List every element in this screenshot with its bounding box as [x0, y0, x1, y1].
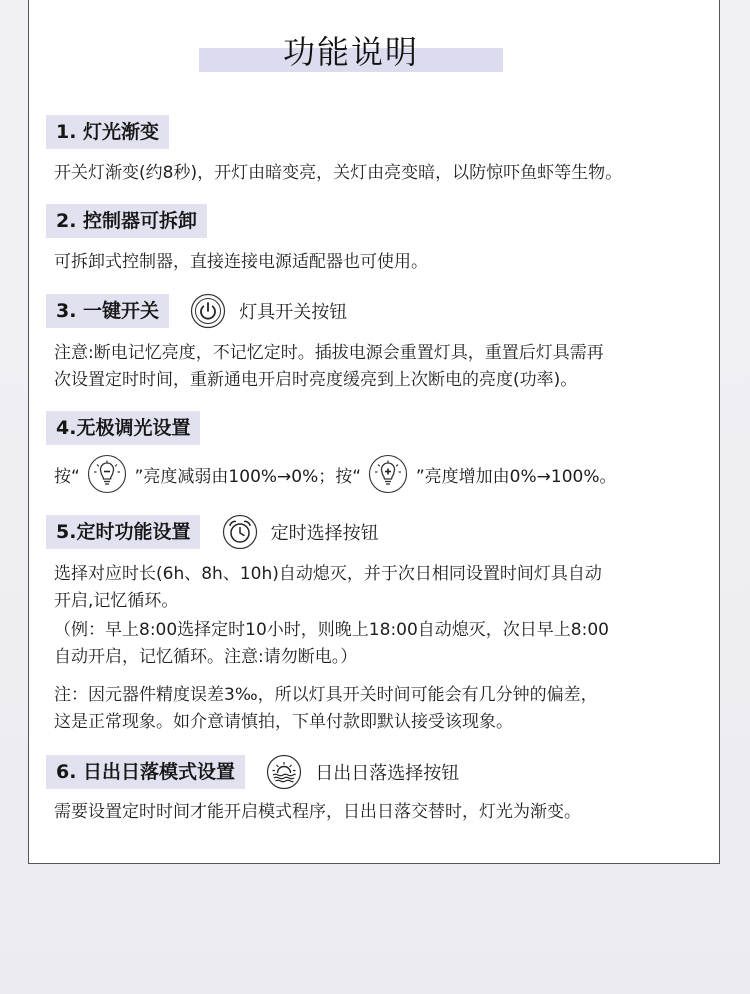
alarm-clock-icon: [222, 514, 258, 550]
power-icon: [190, 293, 226, 329]
section-6-label: 6. 日出日落模式设置: [46, 755, 245, 789]
section-2-header: [46, 204, 207, 238]
section-5-text-2: （例：早上8:00选择定时10小时，则晚上18:00自动熄灭，次日早上8:00 自动开启，记忆循环。注意:请勿断电。）: [54, 620, 609, 667]
section-5-label: 5.定时功能设置: [46, 515, 200, 549]
section-6-header: [46, 754, 459, 788]
dimming-instructions: [54, 454, 617, 494]
section-4-label: 4.无极调光设置: [46, 411, 200, 445]
section-3-text: 注意:断电记忆亮度，不记忆定时。插拔电源会重置灯具，重置后灯具需再 次设置定时时间，重新通电开启时亮度缓亮到上次断电的亮度(功率)。: [54, 343, 604, 390]
section-3-label: 3. 一键开关: [46, 294, 169, 328]
page-title-text: 功能说明: [282, 33, 419, 71]
page-title: [199, 30, 503, 78]
timer-button-note: 定时选择按钮: [270, 523, 379, 544]
section-5-header: [46, 514, 379, 548]
bulb-plus-icon: [368, 454, 408, 494]
section-3-header: [46, 293, 347, 327]
section-5-text-3: 注：因元器件精度误差3‰，所以灯具开关时间可能会有几分钟的偏差， 这是正常现象。如介意请慎拍，下单付款即默认接受该现象。: [54, 685, 598, 732]
sunrise-sunset-icon: [266, 754, 302, 790]
section-1-header: [46, 115, 169, 149]
dim-increase-text: ”亮度增加由0%→100%。: [415, 466, 617, 487]
section-1-label: 1. 灯光渐变: [46, 115, 169, 149]
power-button-note: 灯具开关按钮: [239, 302, 348, 323]
section-2-text: 可拆卸式控制器，直接连接电源适配器也可使用。: [54, 252, 428, 272]
section-1-text: 开关灯渐变(约8秒)，开灯由暗变亮，关灯由亮变暗，以防惊吓鱼虾等生物。: [54, 163, 623, 183]
section-2-label: 2. 控制器可拆卸: [46, 204, 207, 238]
section-5-text-1: 选择对应时长(6h、8h、10h)自动熄灭，并于次日相同设置时间灯具自动 开启,记忆循环。: [54, 564, 602, 611]
section-4-header: [46, 411, 200, 445]
bulb-minus-icon: [87, 454, 127, 494]
section-6-text: 需要设置定时时间才能开启模式程序，日出日落交替时，灯光为渐变。: [54, 802, 581, 822]
sunrise-button-note: 日出日落选择按钮: [315, 763, 460, 784]
dim-decrease-text: ”亮度减弱由100%→0%；按“: [134, 466, 362, 487]
dim-prefix: 按“: [54, 466, 80, 487]
